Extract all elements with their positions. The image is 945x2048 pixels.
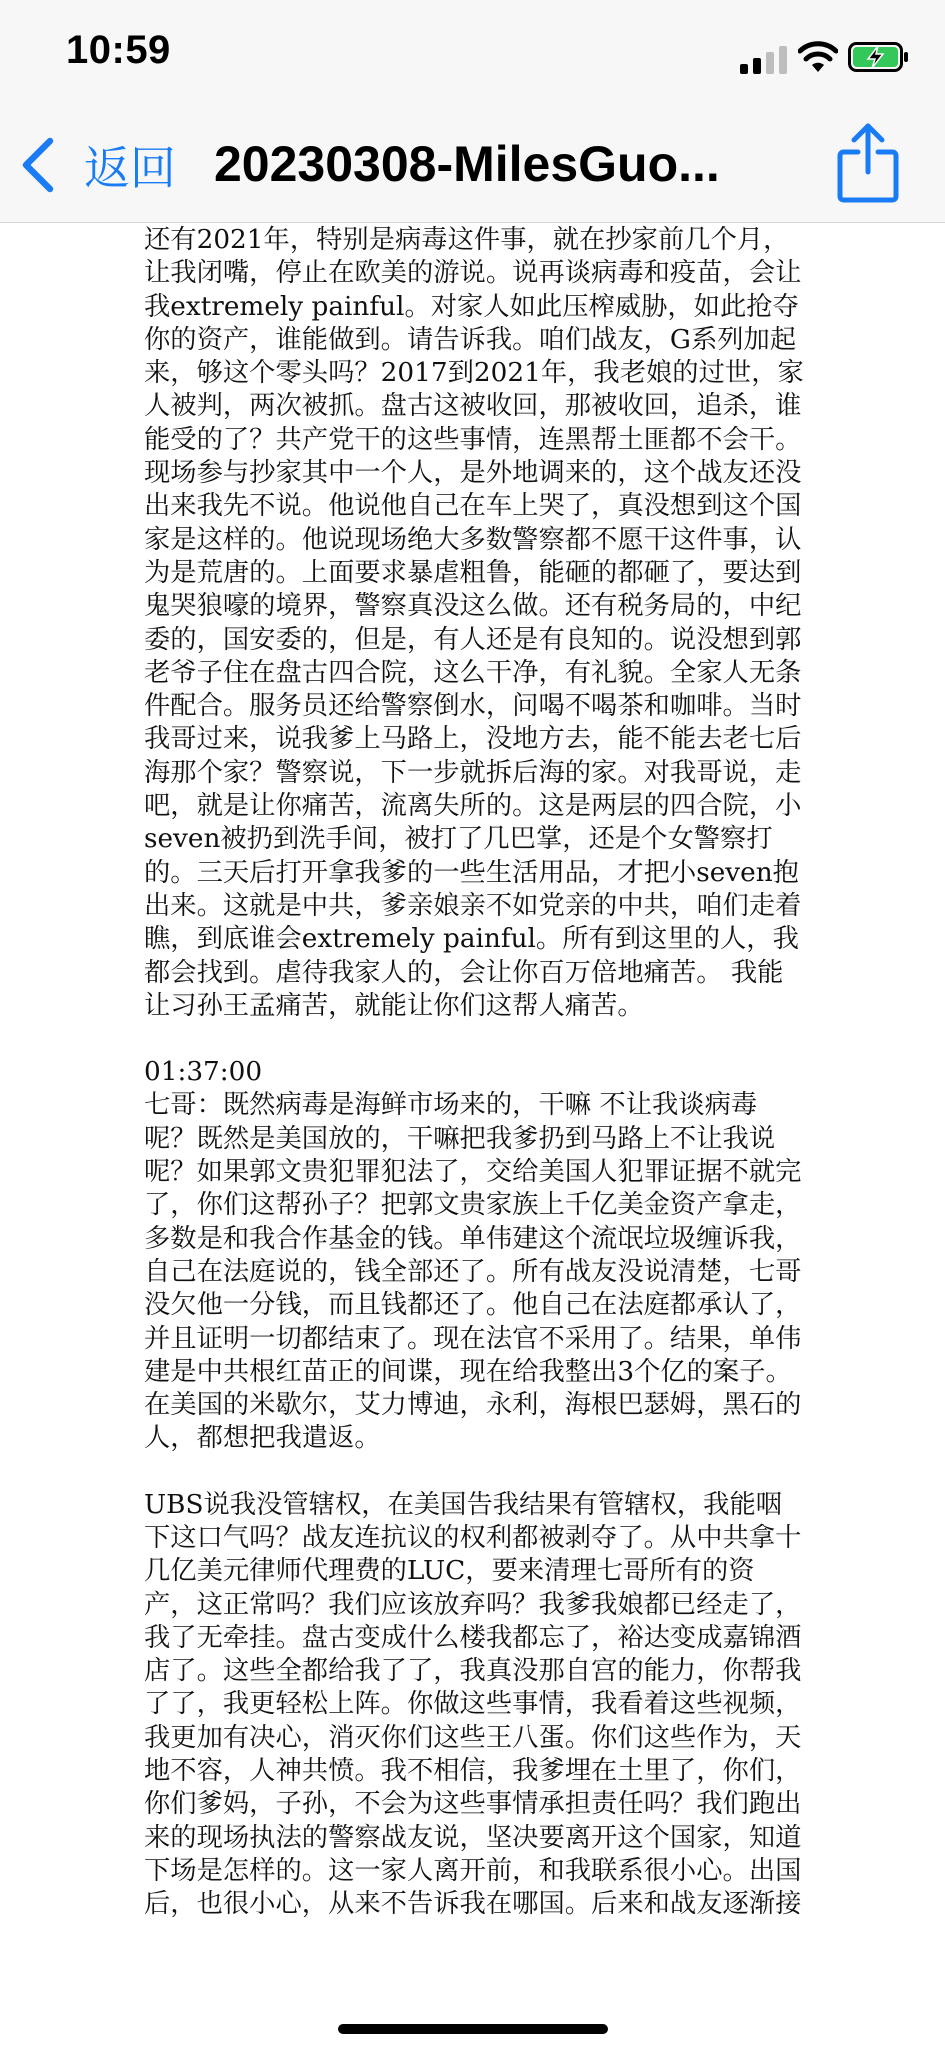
- status-bar: [0, 0, 945, 110]
- home-indicator[interactable]: [338, 2024, 608, 2034]
- wifi-icon: [798, 40, 838, 74]
- back-label: 返回: [84, 141, 176, 195]
- status-time: 10:59: [66, 28, 171, 72]
- timestamp: 01:37:00: [144, 1057, 263, 1088]
- paragraph: [144, 1056, 804, 1456]
- navigation-bar: [0, 110, 945, 223]
- paragraph: 还有2021年，特别是病毒这件事，就在抄家前几个月，让我闭嘴，停止在欧美的游说。说再谈病毒和疫苗，会让我extremely painful。对家人如此压榨威胁，如此抢夺你的资产，谁能做到。请告诉我。咱们战友，G系列加起来，够这个零头吗？2017到2021年，我老娘的过世，家人被判，两次被抓。盘古这被收回，那被收回，追杀，谁能受的了？共产党干的这些事情，连黑帮土匪都不会干。现场参与抄家其中一个人，是外地调来的，这个战友还没出来我先不说。他说他自己在车上哭了，真没想到这个国家是这样的。他说现场绝大多数警察都不愿干这件事，认为是荒唐的。上面要求暴虐粗鲁，能砸的都砸了，要达到鬼哭狼嚎的境界，警察真没这么做。还有税务局的，中纪委的，国安委的，但是，有人还是有良知的。说没想到郭老爷子住在盘古四合院，这么干净，有礼貌。全家人无条件配合。服务员还给警察倒水，问喝不喝茶和咖啡。当时我哥过来，说我爹上马路上，没地方去，能不能去老七后海那个家？警察说，下一步就拆后海的家。对我哥说，走吧，就是让你痛苦，流离失所的。这是两层的四合院，小seven被扔到洗手间，被打了几巴掌，还是个女警察打的。三天后打开拿我爹的一些生活用品，才把小seven抱出来。这就是中共，爹亲娘亲不如党亲的中共，咱们走着瞧，到底谁会extremely painful。所有到这里的人，我都会找到。虐待我家人的，会让你百万倍地痛苦。 我能让习孙王孟痛苦，就能让你们这帮人痛苦。: [144, 225, 804, 1021]
- battery-charging-icon: [848, 42, 910, 72]
- paragraph: UBS说我没管辖权，在美国告我结果有管辖权，我能咽下这口气吗？战友连抗议的权利都被剥夺了。从中共拿十几亿美元律师代理费的LUC，要来清理七哥所有的资产，这正常吗？我们应该放弃吗？我爹我娘都已经走了，我了无牵挂。盘古变成什么楼我都忘了，裕达变成嘉锦酒店了。这些全都给我了了，我真没那自宫的能力，你帮我了了，我更轻松上阵。你做这些事情，我看着这些视频，我更加有决心，消灭你们这些王八蛋。你们这些作为，天地不容，人神共愤。我不相信，我爹埋在土里了，你们，你们爹妈，子孙，不会为这些事情承担责任吗？我们跑出来的现场执法的警察战友说，坚决要离开这个国家，知道下场是怎样的。这一家人离开前，和我联系很小心。出国后，也很小心，从来不告诉我在哪国。后来和战友逐渐接: [144, 1489, 802, 1920]
- cellular-signal-icon: [740, 46, 788, 74]
- chevron-left-icon: [18, 135, 58, 195]
- document-body: [144, 224, 804, 1922]
- document-title: 20230308-MilesGuo...: [214, 136, 720, 192]
- paragraph-text: 七哥：既然病毒是海鲜市场来的，干嘛 不让我谈病毒呢？既然是美国放的，干嘛把我爹扔到马路上不让我说呢？如果郭文贵犯罪犯法了，交给美国人犯罪证据不就完了，你们这帮孙子？把郭文贵家族上千亿美金资产拿走，多数是和我合作基金的钱。单伟建这个流氓垃圾缠诉我，自己在法庭说的，钱全部还了。所有战友没说清楚，七哥没欠他一分钱，而且钱都还了。他自己在法庭都承认了，并且证明一切都结束了。现在法官不采用了。结果，单伟建是中共根红苗正的间谍，现在给我整出3个亿的案子。在美国的米歇尔，艾力博迪，永利，海根巴瑟姆，黑石的人，都想把我遣返。: [144, 1090, 802, 1454]
- share-icon[interactable]: [836, 122, 900, 204]
- back-button[interactable]: [18, 130, 176, 200]
